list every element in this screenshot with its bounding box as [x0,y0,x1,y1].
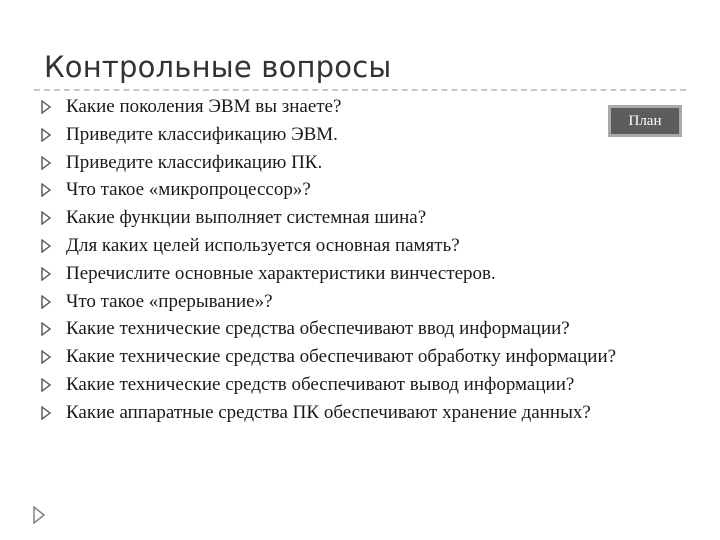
slide-nav-arrow-icon[interactable] [32,506,46,524]
triangle-right-icon [40,295,52,309]
list-item [40,401,690,425]
question-list [40,95,690,429]
question-text: Приведите классификацию ЭВМ. [66,123,338,145]
question-text: Что такое «микропроцессор»? [66,179,311,201]
triangle-right-icon [40,156,52,170]
question-text: Какие технические средства обеспечивают ввод информации? [66,318,570,340]
triangle-right-icon [40,322,52,336]
list-item [40,206,690,230]
question-text: Какие функции выполняет системная шина? [66,207,427,229]
title-divider [34,89,686,91]
question-text: Какие технические средств обеспечивают вывод информации? [66,373,575,395]
list-item [40,151,690,175]
triangle-right-icon [40,128,52,142]
question-text: Для каких целей используется основная память? [66,234,460,256]
question-text: Какие технические средства обеспечивают обработку информации? [66,346,617,368]
triangle-right-icon [40,211,52,225]
list-item [40,262,690,286]
triangle-right-icon [40,239,52,253]
list-item [40,290,690,314]
list-item [40,373,690,397]
list-item [40,345,690,369]
question-text: Какие аппаратные средства ПК обеспечивают хранение данных? [66,401,591,423]
slide-title: Контрольные вопросы [44,50,392,84]
triangle-right-icon [40,267,52,281]
triangle-right-icon [40,378,52,392]
list-item [40,317,690,341]
triangle-right-icon [40,100,52,114]
question-text: Какие поколения ЭВМ вы знаете? [66,96,342,117]
list-item [40,95,690,119]
question-text: Приведите классификацию ПК. [66,151,323,173]
triangle-right-icon [40,406,52,420]
list-item [40,123,690,147]
triangle-right-icon [40,350,52,364]
question-text: Что такое «прерывание»? [66,290,273,312]
plan-button[interactable]: План [608,105,682,137]
triangle-right-icon [40,183,52,197]
list-item [40,234,690,258]
list-item [40,178,690,202]
question-text: Перечислите основные характеристики винчестеров. [66,262,496,284]
